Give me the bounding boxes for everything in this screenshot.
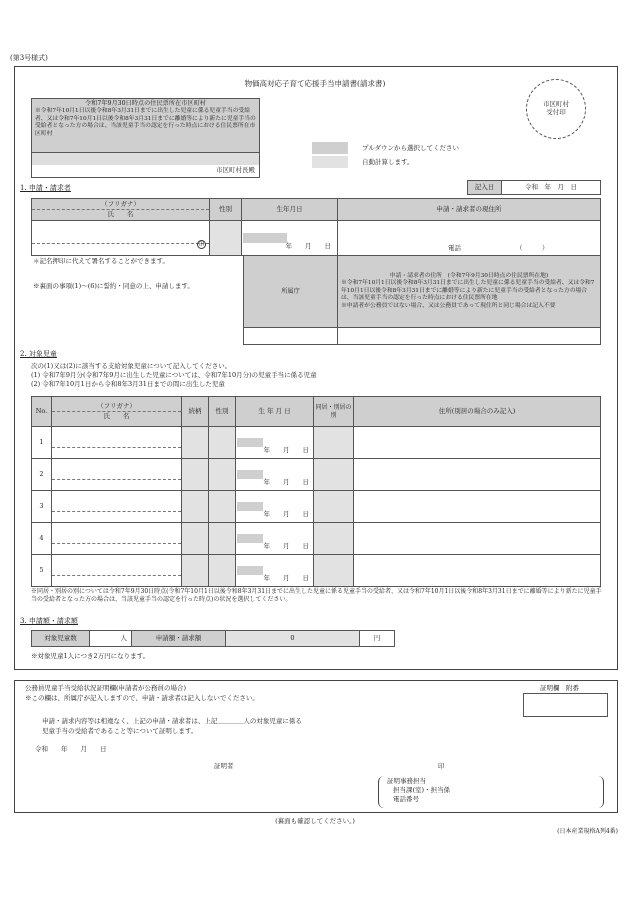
child-address-input[interactable]: [354, 427, 601, 459]
section2-intro: [31, 362, 317, 388]
residence-address-input[interactable]: [338, 328, 601, 345]
child-count-unit: 人: [90, 631, 132, 647]
applicant-furigana-input[interactable]: [32, 233, 209, 244]
children-no-header: No.: [32, 397, 52, 427]
phone-label: 電話: [448, 243, 461, 252]
cert-date: 令和 年 月 日: [35, 745, 107, 753]
affiliation-input[interactable]: [244, 328, 338, 345]
child-address-input[interactable]: [354, 459, 601, 491]
children-table: [31, 396, 601, 587]
child-relation-select[interactable]: [182, 523, 209, 555]
child-cohab-select[interactable]: [314, 491, 354, 523]
child-row: [32, 555, 601, 587]
cert-contact-box: [378, 776, 604, 808]
residence-address-title: 申請・請求者の住所 (令和7年9月30日時点の住民票所在地): [389, 272, 549, 279]
child-gender-select[interactable]: [209, 523, 236, 555]
child-row-no: 2: [32, 459, 52, 491]
children-furigana-header: （フリガナ）: [52, 402, 181, 412]
section1-heading: 1. 申請・請求者: [20, 184, 71, 192]
applicant-address-header: 申請・請求者の現住所: [338, 199, 601, 221]
amount-label: 申請額・請求額: [132, 631, 226, 647]
receipt-stamp: [526, 79, 586, 139]
legend-dropdown-swatch: [312, 142, 348, 154]
residence-address-note1: ※令和7年10月1日以後令和8年3月31日までに出生した児童に係る児童手当の受給者、又は令和7年10月1日以後令和8年3月31日までに離婚等により新たに児童手当の受給者となった方の場合は、当該児童手当の認定を行った時点における住民票所在地: [341, 280, 595, 302]
residence-address-note2: ※申請者が公務員ではない場合、又は公務員であって現住所と同じ場合は記入不要: [341, 302, 556, 309]
entry-date-field[interactable]: 令和 年 月 日: [502, 181, 601, 195]
cert-note: ※この欄は、所属庁が記入しますので、申請・請求者は記入しないでください。: [25, 694, 259, 702]
applicant-gender-header: 性別: [210, 199, 242, 221]
applicant-birth-date: 年 月 日: [285, 241, 331, 250]
child-birth-cell[interactable]: [236, 427, 314, 459]
amount-unit: 円: [360, 631, 395, 647]
municipality-box: [31, 98, 260, 178]
section2-footnote: ※同居・別居の別については令和7年9月30日時点(令和7年10月1日以後令和8年3月31日までに出生した児童に係る児童手当の受給者、又は令和7年10月1日以後令和8年3月31日までに離婚等により新たに児童手当の受給者となった方の場合は、当該児童手当の認定を行った時点)の状況を選択してください。: [31, 588, 602, 604]
applicant-name-label: 氏 名: [107, 210, 134, 219]
legend-dropdown-text: プルダウンから選択してください: [362, 144, 459, 152]
applicant-birth-cell[interactable]: [242, 221, 338, 256]
oath-text: ※裏面の事項(1)～(6)に誓約・同意の上、申請します。: [33, 282, 194, 290]
applicant-table: [31, 198, 601, 256]
applicant-birth-header: 生年月日: [242, 199, 338, 221]
seal-mark: 印: [198, 242, 205, 248]
municipality-heading: 令和7年9月30日時点の住民票所在市区町村: [85, 100, 206, 107]
certifier-label: 証明者: [214, 762, 234, 770]
child-era-dropdown[interactable]: [237, 502, 263, 511]
children-address-header: 住所(別居の場合のみ記入): [354, 397, 601, 427]
sign-note: ＊記名押印に代えて署名することができます。: [33, 257, 169, 265]
child-birth-date: 年 月 日: [263, 445, 309, 454]
child-era-dropdown[interactable]: [237, 470, 263, 479]
municipality-note: ※令和7年10月1日以後令和8年3月31日までに出生した児童に係る児童手当の受給者、又は令和7年10月1日以後令和8年3月31日までに離婚等により新たに児童手当の受給者となった方の場合は、当該児童手当の認定を行った時点における住民票所在市区町村: [35, 108, 256, 137]
child-era-dropdown[interactable]: [237, 566, 263, 575]
child-name-input[interactable]: [52, 491, 182, 523]
cert-number-label: 証明欄 附番: [540, 684, 579, 692]
child-row: [32, 523, 601, 555]
paper-size: (日本産業規格A列4番): [557, 828, 618, 835]
child-gender-select[interactable]: [209, 427, 236, 459]
child-row: [32, 459, 601, 491]
form-title: 物価高対応子育て応援手当申請書(請求書): [244, 79, 386, 88]
child-row-no: 1: [32, 427, 52, 459]
amount-table: [31, 630, 395, 647]
child-cohab-select[interactable]: [314, 459, 354, 491]
section2-intro-2: (1) 令和7年9月分(令和7年9月に出生した児童については、令和7年10月分)の児童手当に係る児童: [31, 370, 317, 379]
legend-auto-text: 自動計算します。: [362, 158, 414, 166]
cert-text: [42, 717, 302, 737]
children-relation-header: 続柄: [182, 397, 209, 427]
child-name-input[interactable]: [52, 459, 182, 491]
child-row: [32, 427, 601, 459]
children-name-header: [52, 397, 182, 427]
child-birth-date: 年 月 日: [263, 573, 309, 582]
receipt-stamp-line1: 市区町村: [543, 100, 569, 108]
applicant-name-cell[interactable]: [32, 221, 210, 256]
child-cohab-select[interactable]: [314, 523, 354, 555]
applicant-name-header: [32, 199, 210, 221]
child-birth-date: 年 月 日: [263, 541, 309, 550]
section2-intro-1: 次の(1)又は(2)に該当する支給対象児童について記入してください。: [31, 362, 232, 370]
children-birth-header: 生 年 月 日: [236, 397, 314, 427]
child-birth-date: 年 月 日: [263, 509, 309, 518]
residence-address-box: [338, 256, 601, 328]
cert-contact-3: 電話番号: [393, 794, 419, 803]
cert-text-2: 児童手当の受給者であること等について証明します。: [42, 726, 198, 735]
children-cohab-header: 同居・別居の別: [314, 397, 354, 427]
child-gender-select[interactable]: [209, 459, 236, 491]
child-address-input[interactable]: [354, 555, 601, 587]
receipt-stamp-line2: 受付印: [546, 108, 566, 117]
amount-note: ※対象児童1人につき2万円になります。: [31, 652, 150, 660]
affiliation-label: 所属庁: [244, 256, 338, 328]
entry-date-table: [467, 180, 601, 195]
child-birth-cell[interactable]: [236, 459, 314, 491]
child-name-input[interactable]: [52, 555, 182, 587]
child-address-input[interactable]: [354, 523, 601, 555]
child-name-input[interactable]: [52, 427, 182, 459]
child-relation-select[interactable]: [182, 459, 209, 491]
applicant-address-input[interactable]: [338, 221, 601, 256]
child-cohab-select[interactable]: [314, 427, 354, 459]
phone-input[interactable]: （ ）: [516, 243, 549, 252]
child-gender-select[interactable]: [209, 555, 236, 587]
affiliation-table: [243, 255, 601, 345]
child-relation-select[interactable]: [182, 491, 209, 523]
child-row-no: 3: [32, 491, 52, 523]
child-birth-cell[interactable]: [236, 555, 314, 587]
section2-intro-3: (2) 令和7年10月1日から令和8年3月31日までの間に出生した児童: [31, 379, 225, 388]
child-row-no: 5: [32, 555, 52, 587]
child-gender-select[interactable]: [209, 491, 236, 523]
cert-heading: 公務員児童手当受給状況証明欄(申請者が公務員の場合): [25, 684, 187, 692]
applicant-furigana-header: （フリガナ）: [32, 200, 209, 210]
section3-heading: 3. 申請額・請求額: [20, 617, 78, 625]
legend-auto-swatch: [312, 156, 348, 168]
entry-date-label: 記入日: [468, 181, 502, 195]
section2-heading: 2. 対象児童: [20, 350, 57, 358]
child-row-no: 4: [32, 523, 52, 555]
child-birth-cell[interactable]: [236, 491, 314, 523]
child-era-dropdown[interactable]: [237, 534, 263, 543]
cert-contact-1: 証明事務担当: [387, 777, 426, 785]
child-relation-select[interactable]: [182, 555, 209, 587]
children-gender-header: 性別: [209, 397, 236, 427]
child-row: [32, 491, 601, 523]
child-birth-date: 年 月 日: [263, 477, 309, 486]
cert-text-1: 申請・請求内容等は相違なく、上記の申請・請求者は、上記＿＿＿＿人の対象児童に係る: [42, 717, 302, 725]
applicant-gender-input[interactable]: [210, 221, 242, 256]
child-birth-cell[interactable]: [236, 523, 314, 555]
cert-contact-2: 担当課(室)・担当係: [393, 785, 451, 794]
form-number: (第3号様式): [10, 54, 48, 62]
child-count-label: 対象児童数: [32, 631, 90, 647]
child-relation-select[interactable]: [182, 427, 209, 459]
children-name-label: 氏 名: [103, 412, 130, 421]
municipality-input[interactable]: [32, 152, 259, 165]
back-note: (裏面も確認してください。): [275, 817, 355, 825]
child-cohab-select[interactable]: [314, 555, 354, 587]
cert-number-input[interactable]: [523, 693, 608, 717]
child-era-dropdown[interactable]: [237, 438, 263, 447]
amount-value: 0: [226, 631, 360, 647]
mayor-label: 市区町村長殿: [216, 166, 255, 174]
child-name-input[interactable]: [52, 523, 182, 555]
certifier-seal: 印: [438, 762, 445, 770]
applicant-era-dropdown[interactable]: [243, 233, 287, 243]
child-address-input[interactable]: [354, 491, 601, 523]
